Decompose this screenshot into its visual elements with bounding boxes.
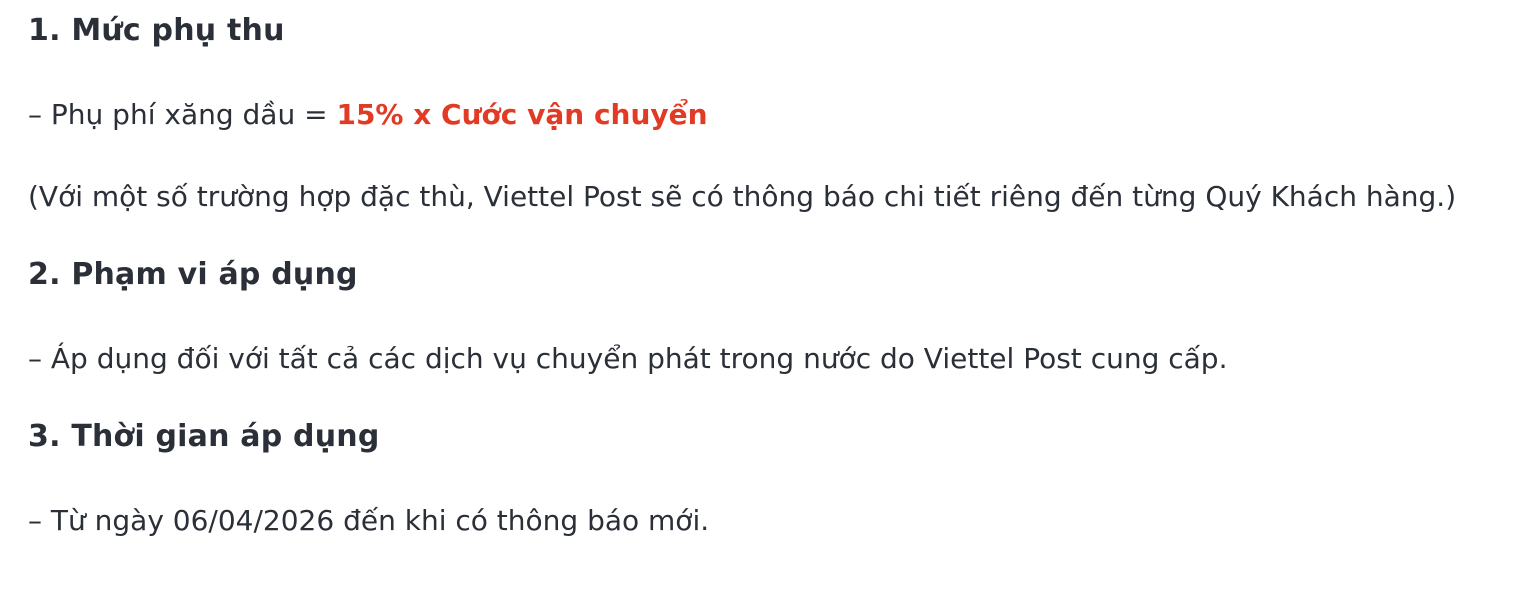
section-2-heading: 2. Phạm vi áp dụng [28,257,358,292]
fuel-surcharge-prefix: – Phụ phí xăng dầu = [28,98,337,131]
special-case-note: (Với một số trường hợp đặc thù, Viettel Post sẽ có thông báo chi tiết riêng đến từng Quý Khách hàng.) [28,180,1457,213]
section-3-heading: 3. Thời gian áp dụng [28,419,380,454]
scope-line: – Áp dụng đối với tất cả các dịch vụ chuyển phát trong nước do Viettel Post cung cấp. [28,342,1228,375]
fuel-surcharge-value: 15% x Cước vận chuyển [336,98,708,131]
fuel-surcharge-line [28,92,1496,138]
section-1-heading: 1. Mức phụ thu [28,13,285,48]
effective-date-line: – Từ ngày 06/04/2026 đến khi có thông báo mới. [28,504,710,537]
